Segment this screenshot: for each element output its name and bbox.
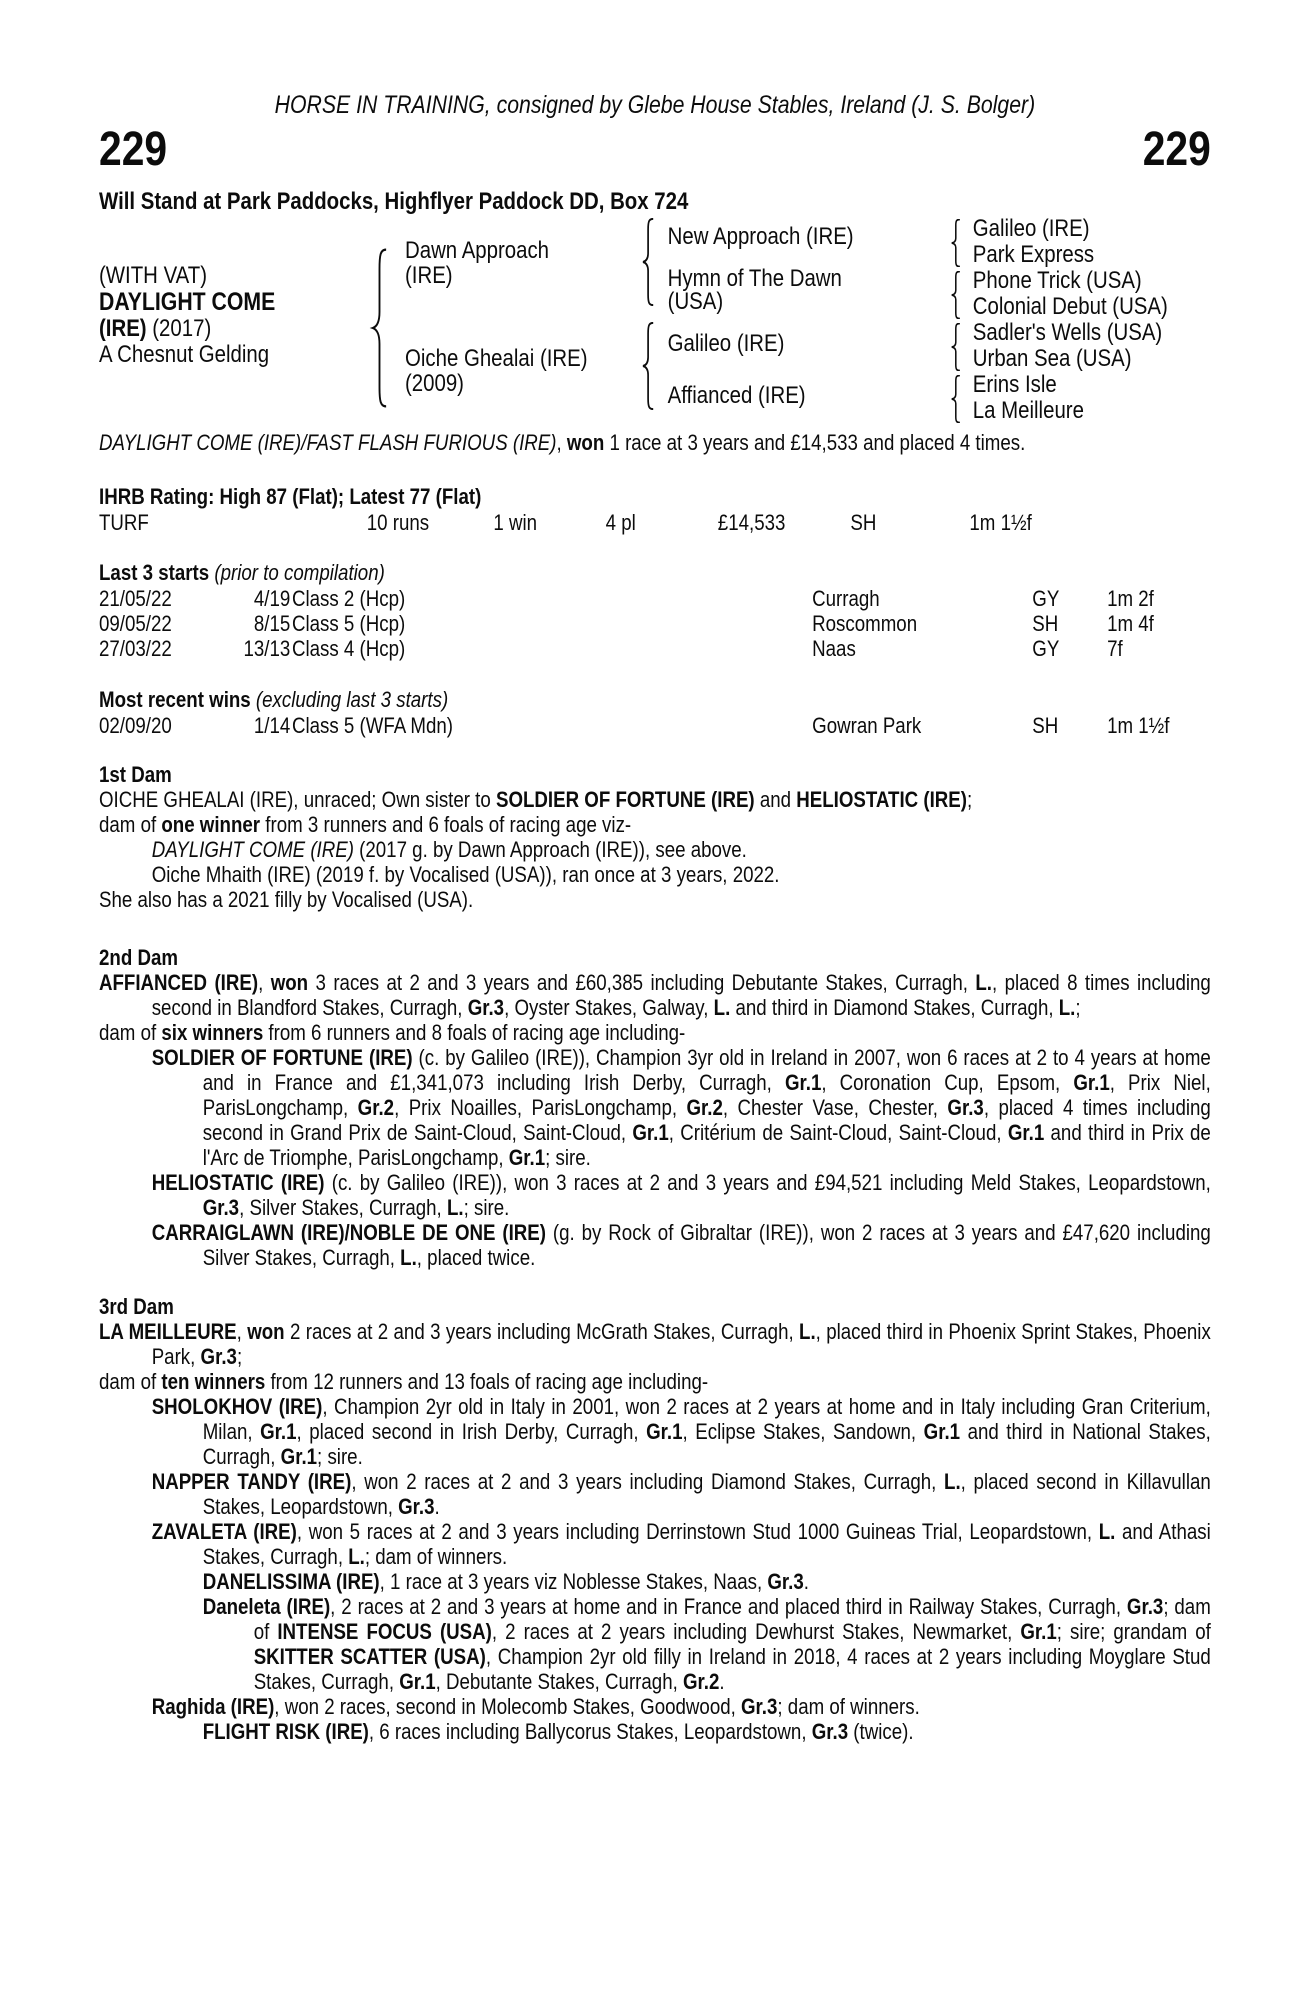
surface: TURF	[99, 510, 149, 535]
dam-year: (2009)	[405, 370, 464, 397]
great-grandparent-brace-4	[949, 375, 963, 423]
pedigree-main-brace	[368, 248, 390, 408]
great-grandparent-1: Galileo (IRE)	[972, 215, 1090, 242]
start-position: 8/15	[253, 611, 291, 636]
start-class: Class 2 (Hcp)	[291, 586, 406, 611]
stand-location-line: Will Stand at Park Paddocks, Highflyer Paddock DD, Box 724	[99, 188, 689, 215]
start-position: 4/19	[253, 586, 291, 611]
produce-entry: Oiche Mhaith (IRE) (2019 f. by Vocalised (USA)), ran once at 3 years, 2022.	[151, 862, 780, 887]
first-dam-section	[99, 762, 1211, 912]
produce-entry: Raghida (IRE), won 2 races, second in Molecomb Stakes, Goodwood, Gr.3; dam of winners.	[151, 1694, 920, 1719]
dam-paragraph: She also has a 2021 filly by Vocalised (USA).	[99, 887, 474, 912]
start-going: GY	[1032, 586, 1060, 611]
produce-entry: CARRAIGLAWN (IRE)/NOBLE DE ONE (IRE) (g. by Rock of Gibraltar (IRE)), won 2 races at 3 years and £47,620 including Silver Stakes, Curragh, L., placed twice.	[151, 1220, 1211, 1270]
produce-entry: FLIGHT RISK (IRE), 6 races including Ballycorus Stakes, Leopardstown, Gr.3 (twice).	[202, 1719, 914, 1744]
start-distance: 7f	[1107, 636, 1123, 661]
start-date: 21/05/22	[99, 586, 172, 611]
start-course: Curragh	[812, 586, 880, 611]
win-going: SH	[850, 510, 877, 535]
dam-paragraph: dam of one winner from 3 runners and 6 foals of racing age viz-	[99, 812, 632, 837]
start-class: Class 5 (Hcp)	[291, 611, 406, 636]
start-row	[99, 586, 1211, 611]
great-grandparent-brace-3	[949, 323, 963, 371]
section-heading: 1st Dam	[99, 762, 172, 787]
great-grandparent-4: Colonial Debut (USA)	[972, 293, 1168, 320]
start-distance: 1m 2f	[1107, 586, 1154, 611]
start-course: Roscommon	[812, 611, 918, 636]
start-course: Naas	[812, 636, 856, 661]
produce-entry: SOLDIER OF FORTUNE (IRE) (c. by Galileo (IRE)), Champion 3yr old in Ireland in 2007, won 6 races at 2 to 4 years at home and in France and £1,341,073 including Irish Derby, Curragh, Gr.1, Coronation Cup, Epsom, Gr.1, Prix Niel, ParisLongchamp, Gr.2, Prix Noailles, ParisLongchamp, Gr.2, Chester Vase, Chester, Gr.3, placed 4 times including second in Grand Prix de Saint-Cloud, Saint-Cloud, Gr.1, Critérium de Saint-Cloud, Saint-Cloud, Gr.1 and third in Prix de l'Arc de Triomphe, ParisLongchamp, Gr.1; sire.	[151, 1045, 1211, 1170]
granddam-2: Affianced (IRE)	[667, 382, 806, 409]
great-grandparent-brace-1	[949, 219, 963, 267]
great-grandparent-brace-2	[949, 271, 963, 319]
recent-wins-heading	[99, 687, 1211, 713]
earnings: £14,533	[717, 510, 786, 535]
win-distance: 1m 1½f	[969, 510, 1032, 535]
lot-number-right: 229	[1142, 123, 1211, 176]
start-date: 09/05/22	[99, 611, 172, 636]
consignor-line: HORSE IN TRAINING, consigned by Glebe House Stables, Ireland (J. S. Bolger)	[274, 91, 1036, 119]
lot-number-row	[99, 124, 1211, 176]
horse-name: DAYLIGHT COME	[99, 288, 276, 316]
start-row	[99, 611, 1211, 636]
produce-entry: DANELISSIMA (IRE), 1 race at 3 years viz Noblesse Stakes, Naas, Gr.3.	[202, 1569, 809, 1594]
grandsire-1: New Approach (IRE)	[667, 223, 854, 250]
start-class: Class 4 (Hcp)	[291, 636, 406, 661]
great-grandparent-2: Park Express	[972, 241, 1095, 268]
produce-entry: SHOLOKHOV (IRE), Champion 2yr old in Italy in 2001, won 2 races at 2 years at home and in Italy including Gran Criterium, Milan, Gr.1, placed second in Irish Derby, Curragh, Gr.1, Eclipse Stakes, Sandown, Gr.1 and third in National Stakes, Curragh, Gr.1; sire.	[151, 1394, 1211, 1469]
start-distance: 1m 4f	[1107, 611, 1154, 636]
granddam-1-line2: (USA)	[667, 288, 724, 315]
win-position: 1/14	[253, 713, 291, 738]
section-heading: 2nd Dam	[99, 945, 178, 970]
rating-heading: IHRB Rating: High 87 (Flat); Latest 77 (Flat)	[99, 484, 482, 509]
dam-brace	[640, 322, 657, 410]
recent-wins-block	[99, 687, 1211, 738]
vat-note: (WITH VAT)	[99, 262, 208, 289]
produce-entry: NAPPER TANDY (IRE), won 2 races at 2 and 3 years including Diamond Stakes, Curragh, L., placed second in Killavullan Stakes, Leopardstown, Gr.3.	[151, 1469, 1211, 1519]
horse-suffix: (IRE)	[99, 315, 147, 342]
section-heading: 3rd Dam	[99, 1294, 174, 1319]
great-grandparent-3: Phone Trick (USA)	[972, 267, 1142, 294]
win-date: 02/09/20	[99, 713, 172, 738]
grandsire-2: Galileo (IRE)	[667, 330, 785, 357]
great-grandparent-6: Urban Sea (USA)	[972, 345, 1132, 372]
start-going: SH	[1032, 611, 1059, 636]
recent-wins-title: Most recent wins	[99, 687, 251, 712]
pedigree-table	[99, 215, 1211, 430]
horse-description: A Chesnut Gelding	[99, 341, 270, 368]
start-row	[99, 636, 1211, 661]
sire-suffix: (IRE)	[405, 262, 453, 289]
last-starts-block	[99, 560, 1211, 661]
win-class: Class 5 (WFA Mdn)	[291, 713, 454, 738]
last-starts-title: Last 3 starts	[99, 560, 210, 585]
sire-name: Dawn Approach	[405, 237, 550, 264]
race-record-summary: DAYLIGHT COME (IRE)/FAST FLASH FURIOUS (IRE), won 1 race at 3 years and £14,533 and placed 4 times.	[99, 430, 1026, 455]
win-distance: 1m 1½f	[1107, 713, 1170, 738]
wins-count: 1 win	[493, 510, 538, 535]
dam-paragraph: dam of ten winners from 12 runners and 13 foals of racing age including-	[99, 1369, 709, 1394]
second-dam-section	[99, 945, 1211, 1270]
win-going: SH	[1032, 713, 1059, 738]
dam-name: Oiche Ghealai (IRE)	[405, 345, 588, 372]
start-date: 27/03/22	[99, 636, 172, 661]
runs-count: 10 runs	[366, 510, 430, 535]
last-starts-heading	[99, 560, 1211, 586]
surface-stats-row	[99, 510, 1211, 536]
dam-paragraph: LA MEILLEURE, won 2 races at 2 and 3 years including McGrath Stakes, Curragh, L., placed third in Phoenix Sprint Stakes, Phoenix Park, Gr.3;	[99, 1319, 1211, 1369]
produce-entry: Daneleta (IRE), 2 races at 2 and 3 years at home and in France and placed third in Railway Stakes, Curragh, Gr.3; dam of INTENSE FOCUS (USA), 2 races at 2 years including Dewhurst Stakes, Newmarket, Gr.1; sire; grandam of SKITTER SCATTER (USA), Champion 2yr old filly in Ireland in 2018, 4 races at 2 years including Moyglare Stud Stakes, Curragh, Gr.1, Debutante Stakes, Curragh, Gr.2.	[202, 1594, 1211, 1694]
granddam-1-line1: Hymn of The Dawn	[667, 265, 842, 292]
great-grandparent-8: La Meilleure	[972, 397, 1084, 424]
dam-paragraph: OICHE GHEALAI (IRE), unraced; Own sister to SOLDIER OF FORTUNE (IRE) and HELIOSTATIC (IRE);	[99, 787, 973, 812]
catalogue-lot-page	[99, 90, 1211, 1744]
start-position: 13/13	[243, 636, 291, 661]
sire-brace	[640, 218, 657, 306]
win-row	[99, 713, 1211, 738]
horse-year: (2017)	[146, 315, 212, 342]
dam-paragraph: dam of six winners from 6 runners and 8 foals of racing age including-	[99, 1020, 686, 1045]
great-grandparent-7: Erins Isle	[972, 371, 1057, 398]
third-dam-section	[99, 1294, 1211, 1744]
lot-number-left: 229	[99, 123, 168, 176]
recent-wins-note: (excluding last 3 starts)	[255, 687, 449, 712]
great-grandparent-5: Sadler's Wells (USA)	[972, 319, 1163, 346]
rating-block	[99, 484, 1211, 536]
win-course: Gowran Park	[812, 713, 922, 738]
produce-entry: DAYLIGHT COME (IRE) (2017 g. by Dawn Approach (IRE)), see above.	[151, 837, 747, 862]
start-going: GY	[1032, 636, 1060, 661]
produce-entry: ZAVALETA (IRE), won 5 races at 2 and 3 years including Derrinstown Stud 1000 Guineas Trial, Leopardstown, L. and Athasi Stakes, Curragh, L.; dam of winners.	[151, 1519, 1211, 1569]
dam-paragraph: AFFIANCED (IRE), won 3 races at 2 and 3 years and £60,385 including Debutante Stakes, Curragh, L., placed 8 times including second in Blandford Stakes, Curragh, Gr.3, Oyster Stakes, Galway, L. and third in Diamond Stakes, Curragh, L.;	[99, 970, 1211, 1020]
last-starts-note: (prior to compilation)	[214, 560, 385, 585]
places-count: 4 pl	[605, 510, 636, 535]
horse-name-suffix-year	[99, 316, 211, 342]
produce-entry: HELIOSTATIC (IRE) (c. by Galileo (IRE)), won 3 races at 2 and 3 years and £94,521 including Meld Stakes, Leopardstown, Gr.3, Silver Stakes, Curragh, L.; sire.	[151, 1170, 1211, 1220]
